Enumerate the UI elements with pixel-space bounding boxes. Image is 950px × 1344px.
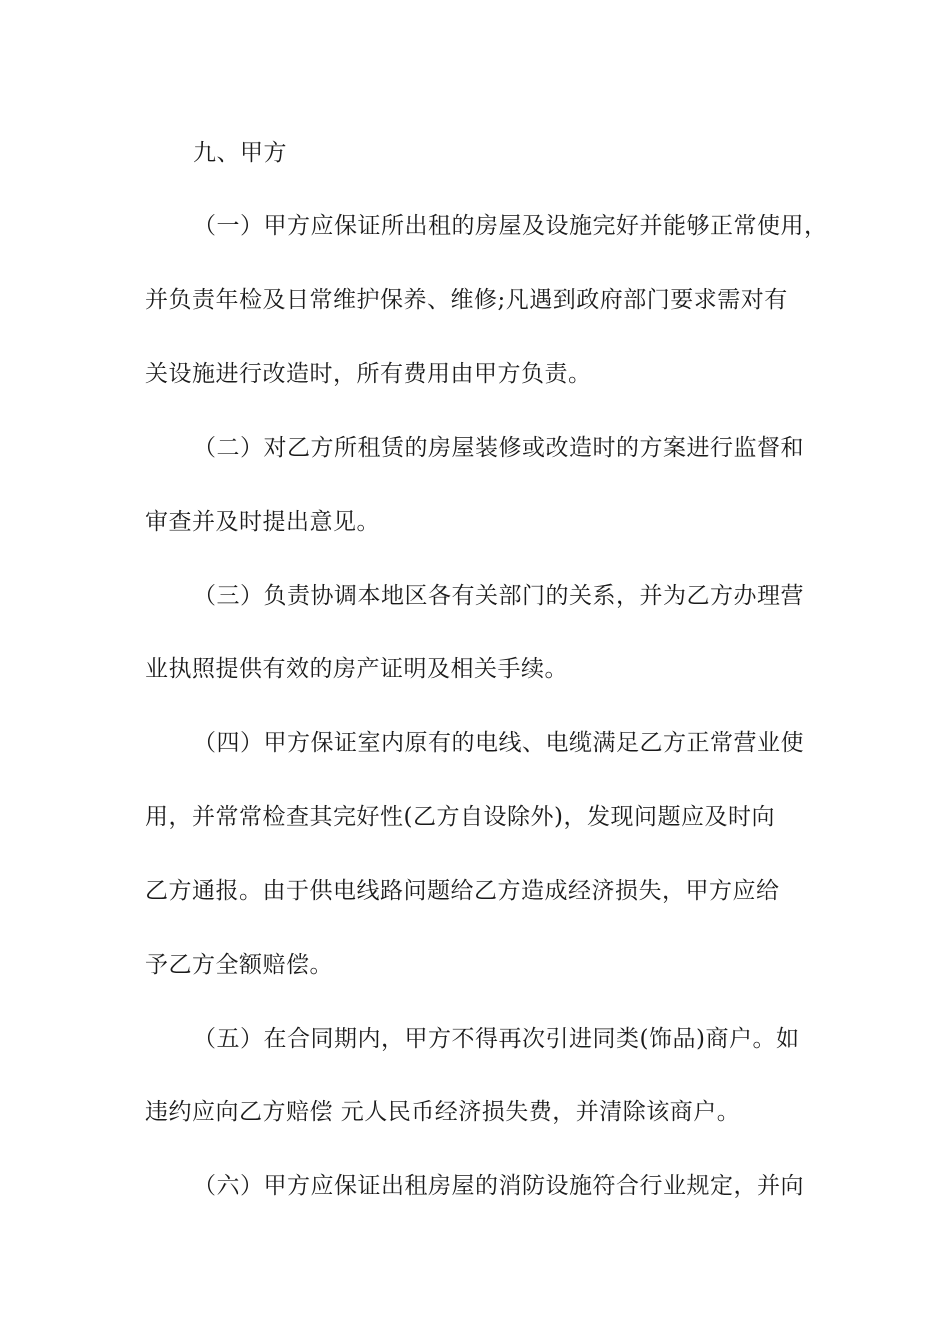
paragraph-line: （四）甲方保证室内原有的电线、电缆满足乙方正常营业使 bbox=[193, 730, 804, 756]
paragraph-line: 审查并及时提出意见。 bbox=[145, 509, 380, 535]
paragraph-line: （三）负责协调本地区各有关部门的关系，并为乙方办理营 bbox=[193, 583, 804, 609]
paragraph-line: （五）在合同期内，甲方不得再次引进同类(饰品)商户。如 bbox=[193, 1026, 800, 1052]
paragraph-line: 乙方通报。由于供电线路问题给乙方造成经济损失，甲方应给 bbox=[145, 878, 780, 904]
paragraph-line: 关设施进行改造时，所有费用由甲方负责。 bbox=[145, 361, 592, 387]
paragraph-line: （一）甲方应保证所出租的房屋及设施完好并能够正常使用， bbox=[193, 213, 828, 239]
paragraph-line: 予乙方全额赔偿。 bbox=[145, 952, 333, 978]
section-heading: 九、甲方 bbox=[193, 140, 287, 166]
paragraph-line: 并负责年检及日常维护保养、维修;凡遇到政府部门要求需对有 bbox=[145, 287, 788, 313]
paragraph-line: 业执照提供有效的房产证明及相关手续。 bbox=[145, 656, 568, 682]
paragraph-line: 用，并常常检查其完好性(乙方自设除外)，发现问题应及时向 bbox=[145, 804, 775, 830]
paragraph-line: （二）对乙方所租赁的房屋装修或改造时的方案进行监督和 bbox=[193, 435, 804, 461]
paragraph-line: （六）甲方应保证出租房屋的消防设施符合行业规定，并向 bbox=[193, 1173, 804, 1199]
paragraph-line: 违约应向乙方赔偿 元人民币经济损失费，并清除该商户。 bbox=[145, 1099, 741, 1125]
